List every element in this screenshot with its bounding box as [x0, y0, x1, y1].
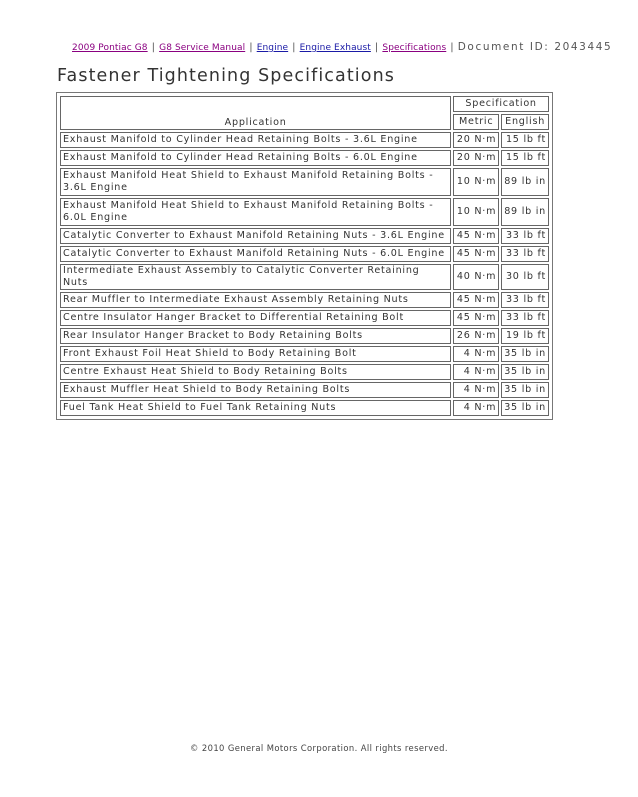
cell-application: Catalytic Converter to Exhaust Manifold Retaining Nuts - 3.6L Engine: [60, 228, 451, 244]
cell-metric: 26 N·m: [453, 328, 499, 344]
cell-metric: 45 N·m: [453, 310, 499, 326]
cell-english: 33 lb ft: [501, 310, 549, 326]
cell-english: 33 lb ft: [501, 228, 549, 244]
cell-application: Exhaust Manifold Heat Shield to Exhaust Manifold Retaining Bolts - 6.0L Engine: [60, 198, 451, 226]
cell-application: Intermediate Exhaust Assembly to Catalytic Converter Retaining Nuts: [60, 264, 451, 290]
breadcrumb-separator: |: [249, 42, 253, 53]
header-metric: Metric: [453, 114, 499, 130]
table-row: [60, 292, 549, 308]
document-id: Document ID: 2043445: [457, 41, 613, 53]
table-row: [60, 382, 549, 398]
specifications-table-frame: [56, 92, 553, 420]
breadcrumb-separator: |: [292, 42, 296, 53]
copyright-footer: © 2010 General Motors Corporation. All rights reserved.: [190, 743, 448, 753]
cell-metric: 45 N·m: [453, 292, 499, 308]
header-specification: Specification: [453, 96, 549, 112]
cell-english: 89 lb in: [501, 168, 549, 196]
header-application: Application: [60, 96, 451, 130]
cell-metric: 40 N·m: [453, 264, 499, 290]
cell-application: Centre Insulator Hanger Bracket to Differential Retaining Bolt: [60, 310, 451, 326]
table-row: [60, 400, 549, 416]
page-title: Fastener Tightening Specifications: [57, 66, 395, 86]
cell-english: 35 lb in: [501, 400, 549, 416]
table-row: [60, 168, 549, 196]
cell-english: 89 lb in: [501, 198, 549, 226]
cell-application: Exhaust Manifold to Cylinder Head Retaining Bolts - 3.6L Engine: [60, 132, 451, 148]
cell-application: Catalytic Converter to Exhaust Manifold Retaining Nuts - 6.0L Engine: [60, 246, 451, 262]
table-row: [60, 246, 549, 262]
cell-metric: 20 N·m: [453, 132, 499, 148]
cell-metric: 10 N·m: [453, 198, 499, 226]
cell-application: Exhaust Manifold Heat Shield to Exhaust Manifold Retaining Bolts - 3.6L Engine: [60, 168, 451, 196]
cell-application: Exhaust Muffler Heat Shield to Body Retaining Bolts: [60, 382, 451, 398]
breadcrumb-separator: |: [151, 42, 156, 53]
table-row: [60, 132, 549, 148]
cell-application: Rear Muffler to Intermediate Exhaust Assembly Retaining Nuts: [60, 292, 451, 308]
cell-english: 35 lb in: [501, 346, 549, 362]
breadcrumb-link-vehicle[interactable]: 2009 Pontiac G8: [72, 43, 148, 53]
cell-metric: 45 N·m: [453, 228, 499, 244]
cell-metric: 4 N·m: [453, 364, 499, 380]
cell-metric: 20 N·m: [453, 150, 499, 166]
table-header-row: [60, 96, 549, 112]
cell-metric: 4 N·m: [453, 400, 499, 416]
cell-metric: 4 N·m: [453, 382, 499, 398]
breadcrumb-separator: |: [450, 42, 454, 53]
specifications-table: [58, 94, 551, 418]
cell-english: 30 lb ft: [501, 264, 549, 290]
cell-english: 33 lb ft: [501, 292, 549, 308]
breadcrumb-link-engine-exhaust[interactable]: Engine Exhaust: [299, 43, 371, 53]
cell-application: Fuel Tank Heat Shield to Fuel Tank Retaining Nuts: [60, 400, 451, 416]
cell-english: 33 lb ft: [501, 246, 549, 262]
breadcrumb-link-specifications[interactable]: Specifications: [382, 43, 447, 53]
cell-application: Exhaust Manifold to Cylinder Head Retaining Bolts - 6.0L Engine: [60, 150, 451, 166]
cell-application: Front Exhaust Foil Heat Shield to Body Retaining Bolt: [60, 346, 451, 362]
cell-english: 35 lb in: [501, 364, 549, 380]
header-english: English: [501, 114, 549, 130]
table-row: [60, 328, 549, 344]
breadcrumb-link-engine[interactable]: Engine: [256, 43, 289, 53]
cell-english: 15 lb ft: [501, 132, 549, 148]
cell-english: 35 lb in: [501, 382, 549, 398]
cell-metric: 4 N·m: [453, 346, 499, 362]
table-row: [60, 346, 549, 362]
table-row: [60, 198, 549, 226]
table-row: [60, 364, 549, 380]
cell-english: 15 lb ft: [501, 150, 549, 166]
breadcrumb-link-manual[interactable]: G8 Service Manual: [159, 43, 246, 53]
cell-english: 19 lb ft: [501, 328, 549, 344]
table-body: [60, 132, 549, 416]
cell-application: Centre Exhaust Heat Shield to Body Retaining Bolts: [60, 364, 451, 380]
breadcrumb: [72, 41, 612, 54]
cell-metric: 45 N·m: [453, 246, 499, 262]
table-row: [60, 264, 549, 290]
cell-metric: 10 N·m: [453, 168, 499, 196]
table-row: [60, 228, 549, 244]
table-row: [60, 310, 549, 326]
cell-application: Rear Insulator Hanger Bracket to Body Retaining Bolts: [60, 328, 451, 344]
table-row: [60, 150, 549, 166]
breadcrumb-separator: |: [374, 42, 379, 53]
